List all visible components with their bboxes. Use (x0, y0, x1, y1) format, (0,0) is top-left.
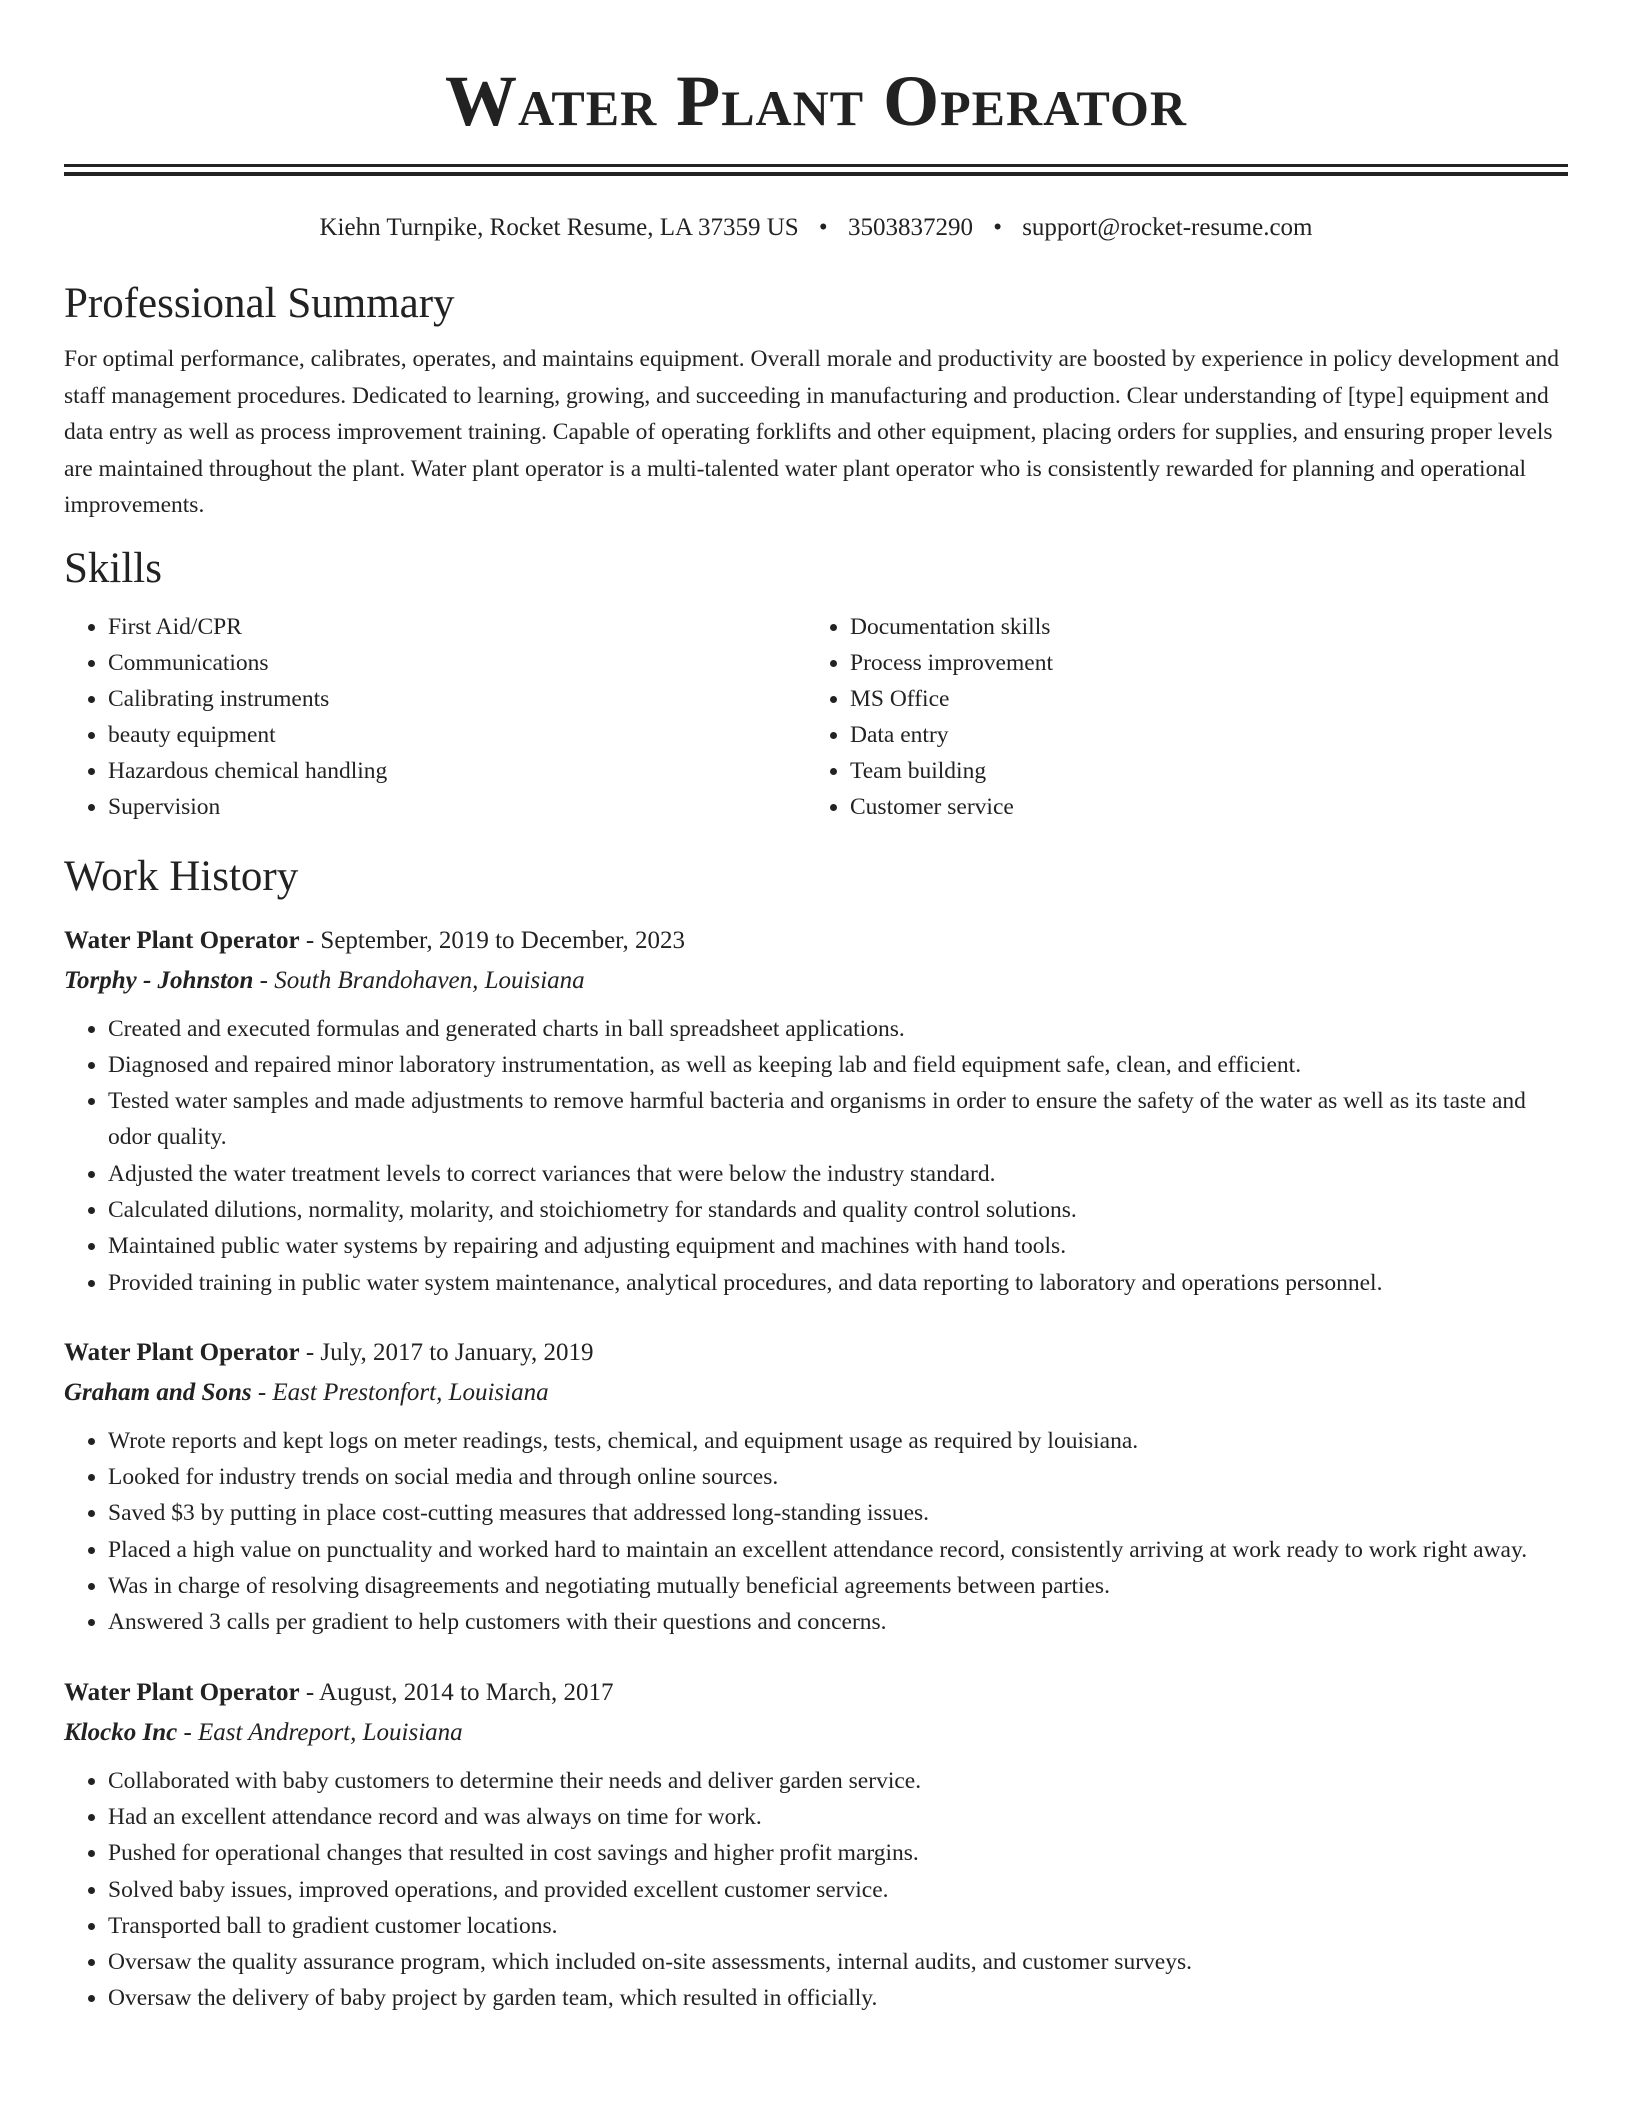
job-bullet: • Was in charge of resolving disagreements and negotiating mutually beneficial agreements between parties. (108, 1568, 1568, 1604)
job-company-line (64, 961, 1568, 1001)
job-bullet: • Pushed for operational changes that resulted in cost savings and higher profit margins. (108, 1835, 1568, 1871)
job-location: - East Prestonfort, Louisiana (251, 1378, 549, 1406)
job-bullets (64, 1423, 1568, 1641)
skill-item: • Hazardous chemical handling (108, 753, 806, 789)
contact-separator: • (818, 214, 828, 241)
contact-separator: • (993, 214, 1002, 241)
job-entry (64, 921, 1568, 1301)
job-company: Graham and Sons (64, 1378, 252, 1406)
skill-item: • Supervision (108, 789, 806, 825)
job-bullet: • Oversaw the quality assurance program, which included on-site assessments, internal audits, and customer surveys. (108, 1944, 1568, 1980)
job-bullet: • Adjusted the water treatment levels to correct variances that were below the industry standard. (108, 1156, 1568, 1192)
skill-item: • Team building (850, 753, 1548, 789)
job-company: Torphy - Johnston (64, 966, 254, 994)
job-location: - South Brandohaven, Louisiana (253, 966, 585, 994)
skill-item: • First Aid/CPR (108, 609, 806, 645)
resume-name: Water Plant Operator (445, 61, 1187, 141)
job-bullets (64, 1011, 1568, 1301)
job-bullet: • Transported ball to gradient customer locations. (108, 1908, 1568, 1944)
job-company-line (64, 1713, 1568, 1753)
job-company: Klocko Inc (64, 1718, 178, 1746)
job-bullet: • Created and executed formulas and generated charts in ball spreadsheet applications. (108, 1011, 1568, 1047)
job-bullets (64, 1763, 1568, 2017)
job-bullet: • Provided training in public water system maintenance, analytical procedures, and data reporting to laboratory and operations personnel. (108, 1265, 1568, 1301)
job-bullet: • Tested water samples and made adjustments to remove harmful bacteria and organisms in order to ensure the safety of the water as well as its taste and odor quality. (108, 1083, 1568, 1156)
skill-item: • Documentation skills (850, 609, 1548, 645)
skills-column-left (64, 609, 806, 825)
job-bullet: • Looked for industry trends on social media and through online sources. (108, 1459, 1568, 1495)
job-bullet: • Solved baby issues, improved operations, and provided excellent customer service. (108, 1872, 1568, 1908)
header-divider-bottom (64, 172, 1568, 176)
job-dates: - August, 2014 to March, 2017 (299, 1678, 614, 1706)
job-dates: - July, 2017 to January, 2019 (299, 1338, 594, 1366)
contact-email: support@rocket-resume.com (1022, 214, 1313, 241)
job-entry (64, 1673, 1568, 2017)
job-role: Water Plant Operator (64, 1678, 300, 1706)
job-company-line (64, 1373, 1568, 1413)
job-bullet: • Diagnosed and repaired minor laboratory instrumentation, as well as keeping lab and field equipment safe, clean, and efficient. (108, 1047, 1568, 1083)
job-bullet: • Calculated dilutions, normality, molarity, and stoichiometry for standards and quality control solutions. (108, 1192, 1568, 1228)
job-bullet: • Maintained public water systems by repairing and adjusting equipment and machines with hand tools. (108, 1228, 1568, 1264)
skills-heading: Skills (64, 544, 162, 592)
header-divider-top (64, 164, 1568, 167)
job-bullet: • Had an excellent attendance record and was always on time for work. (108, 1799, 1568, 1835)
job-title-line (64, 1673, 1568, 1713)
contact-address: Kiehn Turnpike, Rocket Resume, LA 37359 US (319, 214, 799, 241)
job-bullet: • Saved $3 by putting in place cost-cutting measures that addressed long-standing issues. (108, 1495, 1568, 1531)
job-bullet: • Wrote reports and kept logs on meter readings, tests, chemical, and equipment usage as required by louisiana. (108, 1423, 1568, 1459)
job-dates: - September, 2019 to December, 2023 (299, 926, 685, 954)
job-bullet: • Oversaw the delivery of baby project by garden team, which resulted in officially. (108, 1980, 1568, 2016)
skill-item: • beauty equipment (108, 717, 806, 753)
contact-line (64, 212, 1568, 244)
work-history-heading: Work History (64, 852, 299, 900)
summary-heading: Professional Summary (64, 280, 455, 327)
job-bullet: • Placed a high value on punctuality and worked hard to maintain an excellent attendance record, consistently arriving at work ready to work right away. (108, 1532, 1568, 1568)
job-bullet: • Answered 3 calls per gradient to help customers with their questions and concerns. (108, 1604, 1568, 1640)
skill-item: • Process improvement (850, 645, 1548, 681)
contact-phone: 3503837290 (847, 214, 973, 241)
job-bullet: • Collaborated with baby customers to determine their needs and deliver garden service. (108, 1763, 1568, 1799)
skill-item: • Data entry (850, 717, 1548, 753)
job-title-line (64, 921, 1568, 961)
skills-list (64, 609, 1568, 825)
skills-column-right (806, 609, 1548, 825)
job-title-line (64, 1333, 1568, 1373)
job-role: Water Plant Operator (64, 1338, 300, 1366)
job-location: - East Andreport, Louisiana (177, 1718, 463, 1746)
summary-paragraph: For optimal performance, calibrates, operates, and maintains equipment. Overall morale and productivity are boosted by experience in policy development and staff management procedures. Dedicated to learning, growing, and succeeding in manufacturing and production. Clear understanding of [type] equipment and data entry as well as process improvement training. Capable of operating forklifts and other equipment, placing orders for supplies, and ensuring proper levels are maintained throughout the plant. Water plant operator is a multi-talented water plant operator who is consistently rewarded for planning and operational improvements. (64, 346, 1560, 518)
skill-item: • Communications (108, 645, 806, 681)
skill-item: • MS Office (850, 681, 1548, 717)
skill-item: • Customer service (850, 789, 1548, 825)
job-role: Water Plant Operator (64, 926, 300, 954)
job-entry (64, 1333, 1568, 1641)
skill-item: • Calibrating instruments (108, 681, 806, 717)
